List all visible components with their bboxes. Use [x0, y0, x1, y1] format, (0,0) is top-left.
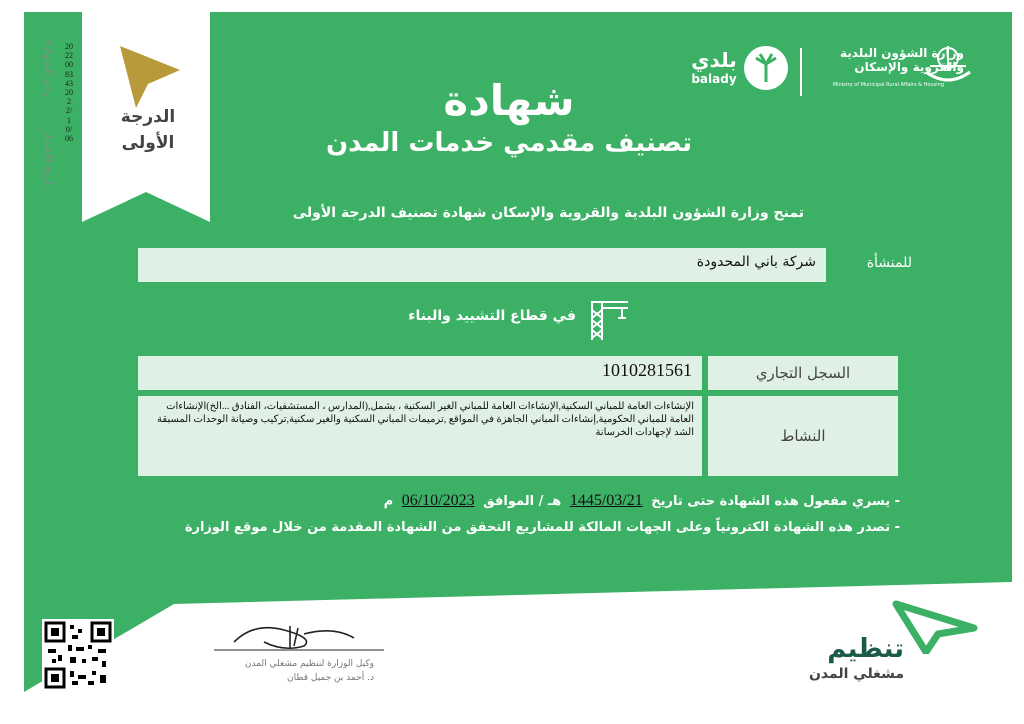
- establishment-label: للمنشأة: [866, 255, 912, 271]
- grade-line1: الدرجة: [120, 107, 176, 127]
- sector-text: في قطاع التشييد والبناء: [408, 308, 576, 324]
- arrow-logo-icon: [892, 594, 978, 654]
- ministry-name: [794, 46, 964, 74]
- serial-number: 20220083432022/10/06: [65, 42, 73, 144]
- balady-logo-icon: [742, 44, 790, 92]
- balady-english: balady: [691, 72, 737, 86]
- certificate-subtitle: تصنيف مقدمي خدمات المدن: [325, 128, 693, 158]
- qr-code-icon: [42, 619, 114, 691]
- ministry-line2: والقروية والإسكان: [854, 60, 964, 74]
- crane-icon: [582, 294, 630, 342]
- commercial-register-field: 1010281561: [138, 356, 702, 390]
- cert-number-label: رقم الشهادة: [42, 40, 55, 97]
- grade-text: [112, 104, 184, 156]
- validity-prefix: - يسري مفعول هذه الشهادة حتى تاريخ: [651, 494, 900, 509]
- activity-field: الإنشاءات العامة للمباني السكنية,الإنشاءات العامة للمباني الغير السكنية ، يشمل,(المدارس ، المستشفيات، الفنادق ...الخ)الإنشاءات العامة للمباني الحكومية,إنشاءات المباني الجاهزة في المواقع ,ترميمات المباني السكنية والغير سكنية,تركيب وصيانة الوحدات المسبقة الشد لإجهادات الخرسانة: [138, 396, 702, 476]
- ministry-line1: وزارة الشؤون البلدية: [839, 46, 964, 60]
- establishment-field: شركة باني المحدودة: [138, 248, 826, 282]
- header-divider: [800, 48, 802, 96]
- gregorian-date: 06/10/2023: [401, 492, 475, 509]
- grant-text: تمنح وزارة الشؤون البلدية والقروية والإسكان شهادة تصنيف الدرجة الأولى: [292, 205, 804, 221]
- activity-label: النشاط: [708, 396, 898, 476]
- signature-caption: [194, 657, 374, 685]
- notice-line: - تصدر هذه الشهادة الكترونياً وعلى الجهات المالكة للمشاريع التحقق من الشهادة المقدمة من خلال موقع الوزارة: [184, 520, 900, 535]
- tanzeem-title: تنظيم: [827, 634, 904, 664]
- balady-arabic: بلدي: [691, 48, 737, 72]
- commercial-register-label: السجل التجاري: [708, 356, 898, 390]
- signatory-name: د. أحمد بن جميل قطان: [287, 673, 374, 683]
- hijri-suffix: هـ /: [538, 494, 562, 509]
- tanzeem-subtitle: مشغلي المدن: [808, 666, 904, 682]
- signature-icon: [194, 620, 394, 654]
- corresponding-label: الموافق: [483, 494, 535, 509]
- ministry-english: Ministry of Municipal Rural Affairs & Housing: [832, 82, 944, 88]
- grade-line2: الأولى: [121, 133, 175, 153]
- certificate: [24, 12, 1012, 712]
- signatory-title: وكيل الوزارة لتنظيم مشغلي المدن: [244, 659, 374, 669]
- gregorian-suffix: م: [383, 494, 394, 509]
- validity-line: [204, 492, 900, 510]
- hijri-date: 1445/03/21: [569, 492, 643, 509]
- issue-date-label: تاريخ الإصدار: [42, 130, 55, 189]
- certificate-title: شهادة: [443, 76, 575, 125]
